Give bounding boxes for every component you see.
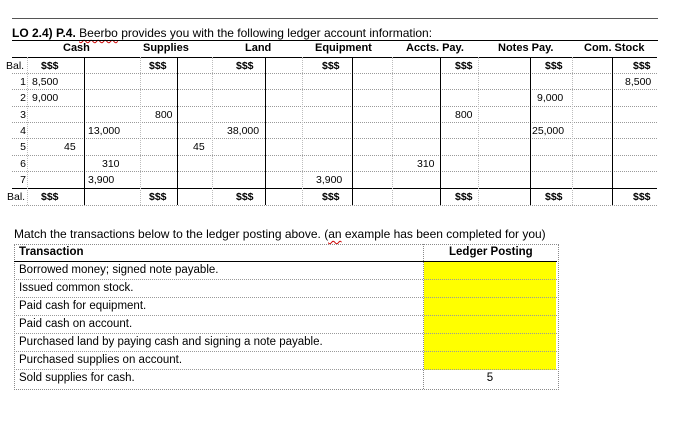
table-row-sep [14,279,557,280]
t-account-top-rule [12,57,657,58]
table-row-sep [14,297,557,298]
table-header-rule [14,261,557,262]
col-sep [392,57,393,205]
top-rule [12,18,658,19]
row-sep [12,106,657,107]
land-debit-4: 38,000 [227,125,260,137]
col-sep [302,57,303,205]
transaction-row-7: Sold supplies for cash. [19,372,135,384]
supplies-credit-5: 45 [193,141,205,153]
col-sep [27,57,28,205]
transaction-row-2: Issued common stock. [19,282,134,294]
accts-pay-bal-close: $$$ [455,191,473,203]
row-number: 7 [20,174,26,186]
equipment-debit-7: 3,900 [316,174,343,186]
notes-pay-bal-open: $$$ [545,60,563,72]
cash-bal-close: $$$ [41,191,59,203]
title-text: provides you with the following ledger account information: [121,26,433,40]
table-header-posting: Ledger Posting [449,246,533,258]
bal-label-open: Bal. [6,60,25,72]
row-sep [12,138,657,139]
row-sep [12,155,657,156]
header-land: Land [245,42,272,54]
cash-debit-5: 45 [64,141,76,153]
accts-pay-debit-6: 310 [417,158,435,170]
company-name: Beerbo [79,26,118,40]
table-row-sep [14,351,557,352]
t-account-equipment-divider [352,57,353,205]
instructions [14,227,546,241]
equipment-bal-open: $$$ [322,60,340,72]
page-title [12,26,432,40]
header-supplies: Supplies [143,42,189,54]
col-sep [140,57,141,205]
table-row-sep [14,315,557,316]
supplies-debit-3: 800 [155,109,173,121]
cash-debit-1: 8,500 [32,76,59,88]
row-number: 1 [20,76,26,88]
t-account-balance-rule [12,188,657,189]
row-number: 6 [20,158,26,170]
table-row-sep [14,369,557,370]
supplies-bal-open: $$$ [149,60,167,72]
com-stock-bal-open: $$$ [633,60,651,72]
instruction-text: Match the transactions below to the ledger posting above. ( [14,227,329,241]
instruction-text-end: example has been completed for you) [341,227,546,241]
posting-cell-7[interactable]: 5 [486,372,494,384]
header-notes-pay: Notes Pay. [498,42,554,54]
row-sep [12,171,657,172]
cash-bal-open: $$$ [41,60,59,72]
transaction-row-6: Purchased supplies on account. [19,354,183,366]
cash-credit-6: 310 [102,158,120,170]
equipment-bal-close: $$$ [322,191,340,203]
accts-pay-bal-open: $$$ [455,60,473,72]
header-equipment: Equipment [315,42,372,54]
header-cash: Cash [63,42,90,54]
com-stock-bal-close: $$$ [633,191,651,203]
col-sep [478,57,479,205]
t-account-supplies-divider [177,57,178,205]
com-stock-credit-1: 8,500 [625,76,652,88]
transaction-row-1: Borrowed money; signed note payable. [19,264,219,276]
notes-pay-credit-4: 25,000 [532,125,565,137]
notes-pay-credit-2: 9,000 [537,92,564,104]
col-sep [212,57,213,205]
transaction-row-4: Paid cash on account. [19,318,133,330]
table-header-transaction: Transaction [19,246,84,258]
header-accts-pay: Accts. Pay. [406,42,464,54]
bal-label-close: Bal. [7,191,26,203]
transaction-row-5: Purchased land by paying cash and signing a note payable. [19,336,323,348]
supplies-bal-close: $$$ [149,191,167,203]
cash-debit-2: 9,000 [32,92,59,104]
row-sep [12,122,657,123]
row-sep [12,89,657,90]
col-sep [572,57,573,205]
row-number: 4 [20,125,26,137]
t-account-cash-divider [84,57,85,205]
land-bal-open: $$$ [236,60,254,72]
table-row-sep [14,333,557,334]
t-account-land-divider [265,57,266,205]
row-number: 5 [20,141,26,153]
accts-pay-credit-3: 800 [455,109,473,121]
problem-id: LO 2.4) P.4. [12,26,76,40]
cash-credit-4: 13,000 [88,125,121,137]
transaction-row-3: Paid cash for equipment. [19,300,147,312]
row-sep [12,205,657,206]
instruction-an: an [328,227,342,241]
t-account-com-stock-divider [612,57,613,205]
header-com-stock: Com. Stock [584,42,645,54]
cash-credit-7: 3,900 [88,174,115,186]
row-number: 3 [20,109,26,121]
row-number: 2 [20,92,26,104]
title-rule [12,40,658,41]
notes-pay-bal-close: $$$ [545,191,563,203]
t-account-notes-pay-divider [530,57,531,205]
t-account-accts-pay-divider [440,57,441,205]
row-sep [12,73,657,74]
land-bal-close: $$$ [236,191,254,203]
